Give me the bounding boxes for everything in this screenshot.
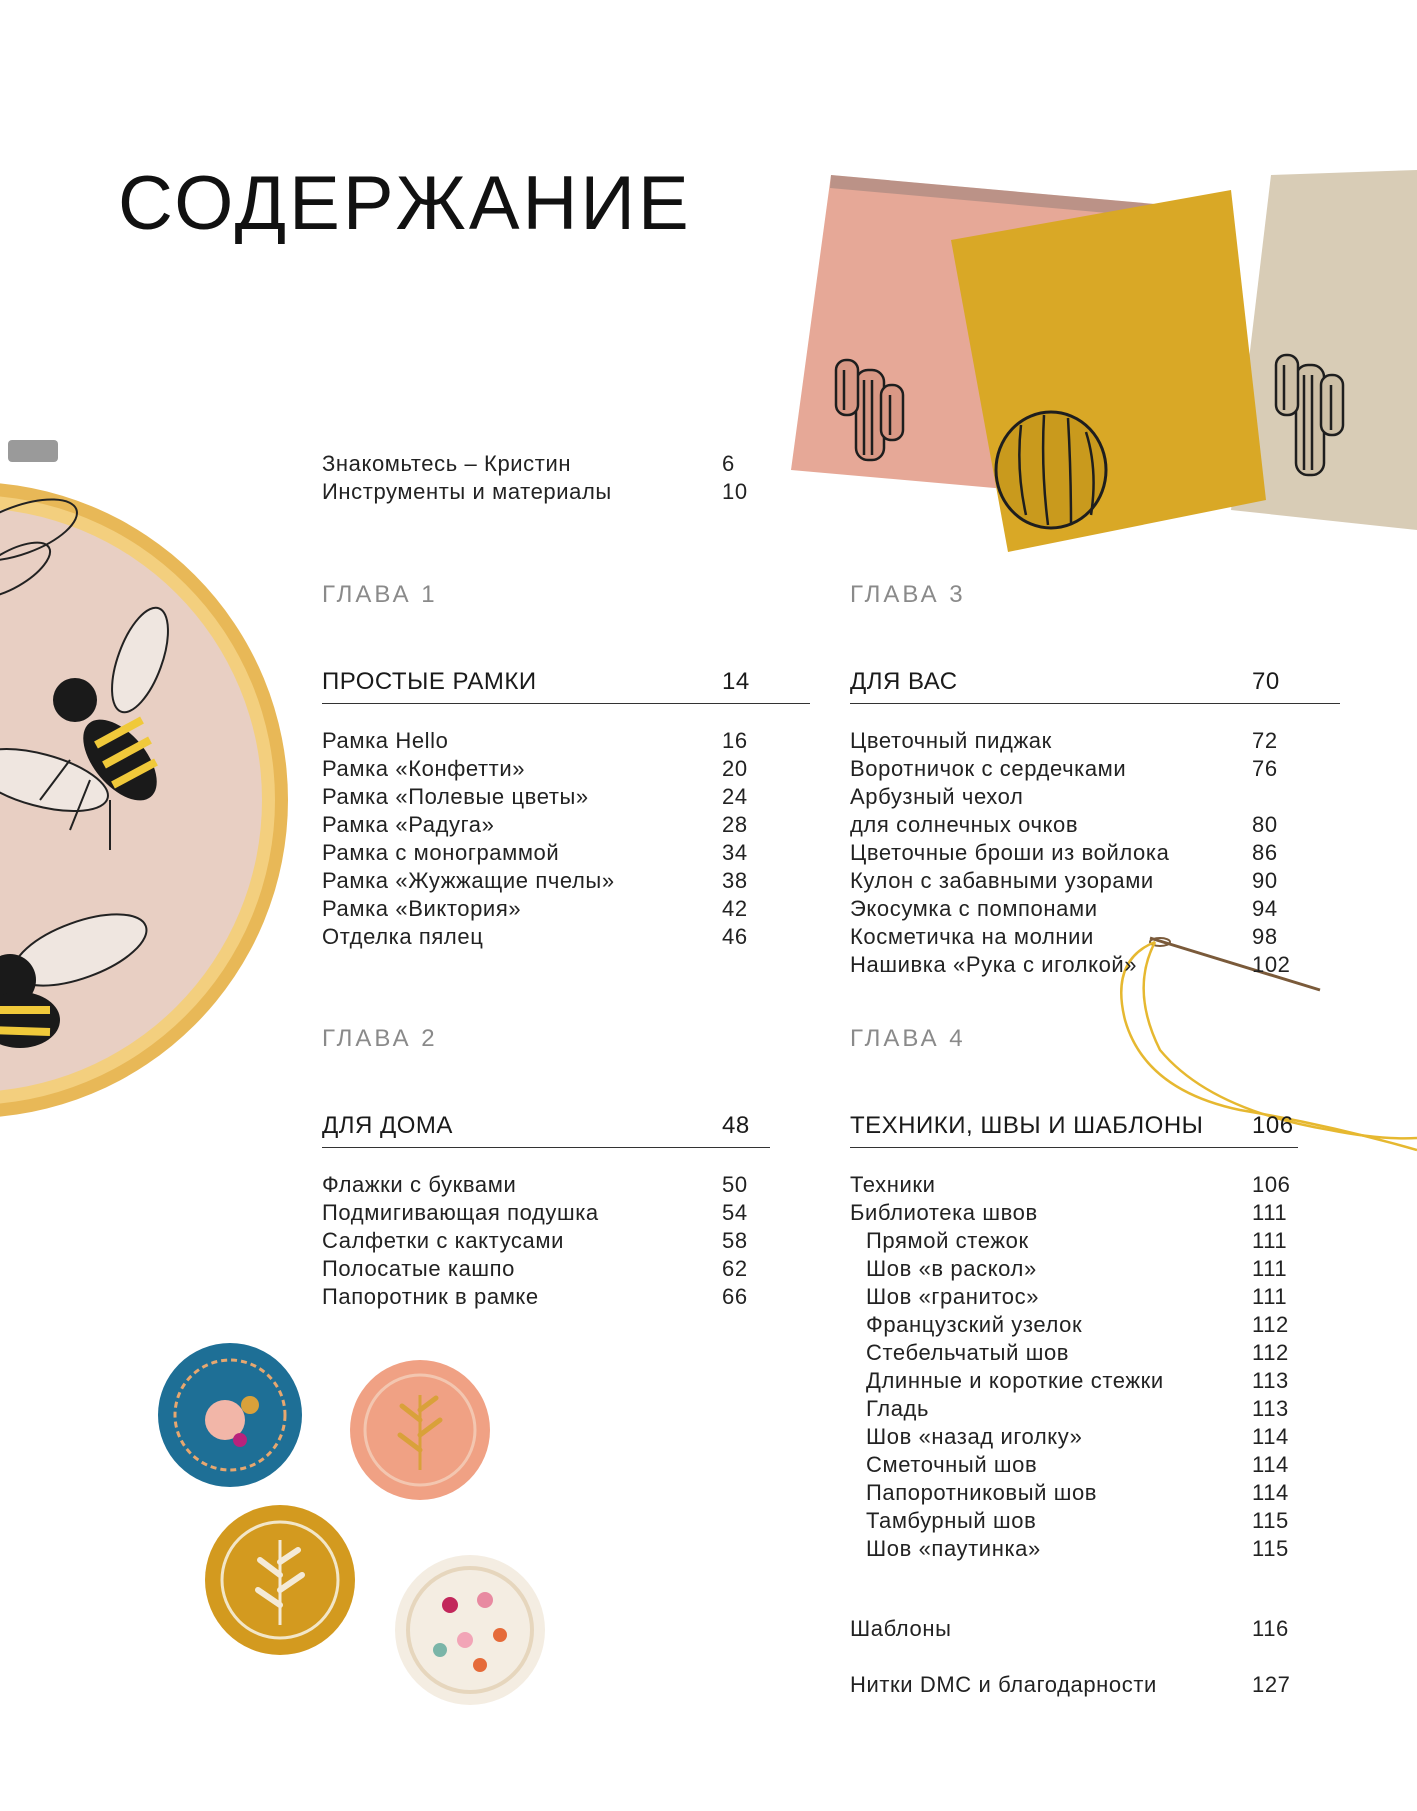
- felt-brooches-illustration: [150, 1340, 570, 1720]
- toc-entry-label: Цветочный пиджак: [850, 728, 1052, 753]
- brooch-icon: [395, 1555, 545, 1705]
- toc-entry-page: 111: [1252, 1256, 1288, 1281]
- chapter-2-tag: ГЛАВА 2: [322, 1025, 438, 1052]
- toc-entry[interactable]: [850, 784, 1310, 812]
- toc-entry-label: Инструменты и материалы: [322, 479, 612, 504]
- toc-entry-page: 116: [1252, 1616, 1289, 1641]
- toc-entry-label: Салфетки с кактусами: [322, 1228, 564, 1253]
- toc-entry[interactable]: [322, 1256, 762, 1284]
- chapter-3-tag: ГЛАВА 3: [850, 581, 966, 608]
- cactus-icon: [996, 412, 1106, 528]
- toc-entry-label: Знакомьтесь – Кристин: [322, 451, 572, 476]
- toc-entry-page: 28: [722, 812, 748, 837]
- toc-entry[interactable]: [850, 896, 1310, 924]
- toc-entry-page: 113: [1252, 1396, 1289, 1421]
- toc-entry[interactable]: [850, 952, 1310, 980]
- toc-entry[interactable]: [322, 756, 762, 784]
- toc-entry-page: 112: [1252, 1340, 1289, 1365]
- toc-entry-label: Техники: [850, 1172, 936, 1197]
- toc-entry[interactable]: [850, 1200, 1310, 1228]
- toc-subentry[interactable]: [850, 1452, 1310, 1480]
- section-page: 48: [722, 1112, 750, 1139]
- toc-entry-page: 114: [1252, 1452, 1289, 1477]
- toc-entry-label: Шов «гранитос»: [866, 1284, 1040, 1309]
- toc-entry-label: Рамка «Полевые цветы»: [322, 784, 589, 809]
- toc-subentry[interactable]: [850, 1536, 1310, 1564]
- cactus-napkins-illustration: [786, 170, 1417, 560]
- toc-entry-label: Флажки с буквами: [322, 1172, 517, 1197]
- toc-entry-label: Рамка с монограммой: [322, 840, 560, 865]
- chapter-1-tag: ГЛАВА 1: [322, 581, 438, 608]
- toc-entry-label: Нашивка «Рука с иголкой»: [850, 952, 1138, 977]
- toc-entry-page: 111: [1252, 1228, 1288, 1253]
- toc-entry-page: 10: [722, 479, 748, 504]
- toc-entry-page: 114: [1252, 1424, 1289, 1449]
- toc-subentry[interactable]: [850, 1284, 1310, 1312]
- toc-entry[interactable]: [322, 784, 762, 812]
- brooch-icon: [350, 1360, 490, 1500]
- toc-subentry[interactable]: [850, 1256, 1310, 1284]
- toc-entry-label: Библиотека швов: [850, 1200, 1038, 1225]
- toc-entry-page: 94: [1252, 896, 1278, 921]
- toc-entry-page: 72: [1252, 728, 1278, 753]
- toc-entry-label: Рамка «Жужжащие пчелы»: [322, 868, 615, 893]
- brooch-icon: [158, 1343, 302, 1487]
- toc-entry-label: Косметичка на молнии: [850, 924, 1094, 949]
- toc-subentry[interactable]: [850, 1228, 1310, 1256]
- toc-entry-label: Шаблоны: [850, 1616, 952, 1641]
- toc-entry-page: 34: [722, 840, 748, 865]
- toc-entry-label: Тамбурный шов: [866, 1508, 1037, 1533]
- bee-hoop-illustration: [0, 420, 300, 1200]
- toc-entry-page: 111: [1252, 1284, 1288, 1309]
- section-page: 106: [1252, 1112, 1294, 1139]
- toc-entry-page: 114: [1252, 1480, 1289, 1505]
- toc-entry-page: 24: [722, 784, 748, 809]
- toc-entry-label: Французский узелок: [866, 1312, 1083, 1337]
- toc-entry-label: Шов «паутинка»: [866, 1536, 1041, 1561]
- toc-entry-page: 42: [722, 896, 748, 921]
- section-page: 70: [1252, 668, 1280, 695]
- toc-entry-page: 76: [1252, 756, 1278, 781]
- toc-entry-templates[interactable]: [850, 1616, 1310, 1644]
- toc-entry-label: Длинные и короткие стежки: [866, 1368, 1164, 1393]
- toc-entry-page: 62: [722, 1256, 748, 1281]
- toc-entry-label: Подмигивающая подушка: [322, 1200, 599, 1225]
- section-title: ДЛЯ ДОМА: [322, 1112, 453, 1139]
- toc-entry[interactable]: [850, 1172, 1310, 1200]
- toc-entry-page: 106: [1252, 1172, 1291, 1197]
- chapter-2-heading[interactable]: [322, 1108, 770, 1148]
- section-title: ПРОСТЫЕ РАМКИ: [322, 668, 537, 695]
- toc-entry-page: 102: [1252, 952, 1291, 977]
- toc-entry-page: 66: [722, 1284, 748, 1309]
- toc-entry-page: 90: [1252, 868, 1278, 893]
- toc-entry-label: Арбузный чехол: [850, 784, 1024, 809]
- toc-entry[interactable]: [850, 924, 1310, 952]
- toc-entry-label: Кулон с забавными узорами: [850, 868, 1154, 893]
- toc-entry-page: 58: [722, 1228, 748, 1253]
- toc-entry-page: 113: [1252, 1368, 1289, 1393]
- toc-entry-page: 20: [722, 756, 748, 781]
- toc-entry-label: Нитки DMC и благодарности: [850, 1672, 1157, 1697]
- toc-entry-label: Рамка Hello: [322, 728, 449, 753]
- toc-entry[interactable]: [850, 728, 1310, 756]
- toc-subentry[interactable]: [850, 1368, 1310, 1396]
- toc-entry-page: 115: [1252, 1508, 1289, 1533]
- toc-entry[interactable]: [322, 728, 762, 756]
- toc-entry-label: Прямой стежок: [866, 1228, 1029, 1253]
- toc-entry-label: Цветочные броши из войлока: [850, 840, 1170, 865]
- toc-entry-label: Отделка пялец: [322, 924, 484, 949]
- toc-entry[interactable]: [322, 1228, 762, 1256]
- toc-subentry[interactable]: [850, 1424, 1310, 1452]
- toc-entry[interactable]: [322, 1200, 762, 1228]
- toc-entry-label: Шов «назад иголку»: [866, 1424, 1083, 1449]
- toc-entry-label: Рамка «Конфетти»: [322, 756, 526, 781]
- toc-entry[interactable]: [322, 896, 762, 924]
- toc-entry-label: Папоротниковый шов: [866, 1480, 1098, 1505]
- brooch-icon: [205, 1505, 355, 1655]
- chapter-4-heading[interactable]: [850, 1108, 1298, 1148]
- toc-entry[interactable]: [322, 812, 762, 840]
- toc-entry-page: 50: [722, 1172, 748, 1197]
- toc-entry-page: 6: [722, 451, 735, 476]
- toc-entry-label: Гладь: [866, 1396, 930, 1421]
- toc-subentry[interactable]: [850, 1480, 1310, 1508]
- toc-entry-page: 38: [722, 868, 748, 893]
- chapter-1-heading[interactable]: [322, 664, 810, 704]
- toc-entry-label: Стебельчатый шов: [866, 1340, 1070, 1365]
- toc-entry-page: 127: [1252, 1672, 1291, 1697]
- toc-subentry[interactable]: [850, 1508, 1310, 1536]
- toc-entry-label: Папоротник в рамке: [322, 1284, 539, 1309]
- toc-entry-label: Воротничок с сердечками: [850, 756, 1127, 781]
- section-title: ДЛЯ ВАС: [850, 668, 958, 695]
- toc-entry[interactable]: [850, 756, 1310, 784]
- chapter-4-tag: ГЛАВА 4: [850, 1025, 966, 1052]
- toc-entry-label: Сметочный шов: [866, 1452, 1038, 1477]
- toc-entry[interactable]: [322, 840, 762, 868]
- toc-subentry[interactable]: [850, 1312, 1310, 1340]
- toc-entry-label: для солнечных очков: [850, 812, 1079, 837]
- toc-entry-label: Полосатые кашпо: [322, 1256, 516, 1281]
- toc-entry-page: 46: [722, 924, 748, 949]
- toc-entry[interactable]: [322, 479, 762, 507]
- page-title: СОДЕРЖАНИЕ: [118, 161, 692, 246]
- toc-entry-label: Шов «в раскол»: [866, 1256, 1037, 1281]
- toc-entry-page: 115: [1252, 1536, 1289, 1561]
- section-page: 14: [722, 668, 750, 695]
- toc-entry[interactable]: [322, 924, 762, 952]
- toc-entry[interactable]: [850, 840, 1310, 868]
- toc-entry-page: 111: [1252, 1200, 1288, 1225]
- toc-entry-label: Рамка «Виктория»: [322, 896, 522, 921]
- toc-entry[interactable]: [322, 868, 762, 896]
- toc-entry-label: Экосумка с помпонами: [850, 896, 1098, 921]
- toc-entry-page: 54: [722, 1200, 748, 1225]
- section-title: ТЕХНИКИ, ШВЫ И ШАБЛОНЫ: [850, 1112, 1204, 1139]
- toc-entry-page: 112: [1252, 1312, 1289, 1337]
- toc-entry-page: 98: [1252, 924, 1278, 949]
- toc-entry[interactable]: [850, 812, 1310, 840]
- toc-entry[interactable]: [322, 1172, 762, 1200]
- toc-entry[interactable]: [322, 451, 762, 479]
- toc-subentry[interactable]: [850, 1340, 1310, 1368]
- toc-entry[interactable]: [322, 1284, 762, 1312]
- chapter-3-heading[interactable]: [850, 664, 1340, 704]
- toc-entry-page: 16: [722, 728, 748, 753]
- toc-entry[interactable]: [850, 868, 1310, 896]
- toc-entry-page: 86: [1252, 840, 1278, 865]
- toc-subentry[interactable]: [850, 1396, 1310, 1424]
- toc-entry-label: Рамка «Радуга»: [322, 812, 495, 837]
- toc-entry-page: 80: [1252, 812, 1278, 837]
- toc-entry-acknowledgements[interactable]: [850, 1672, 1310, 1700]
